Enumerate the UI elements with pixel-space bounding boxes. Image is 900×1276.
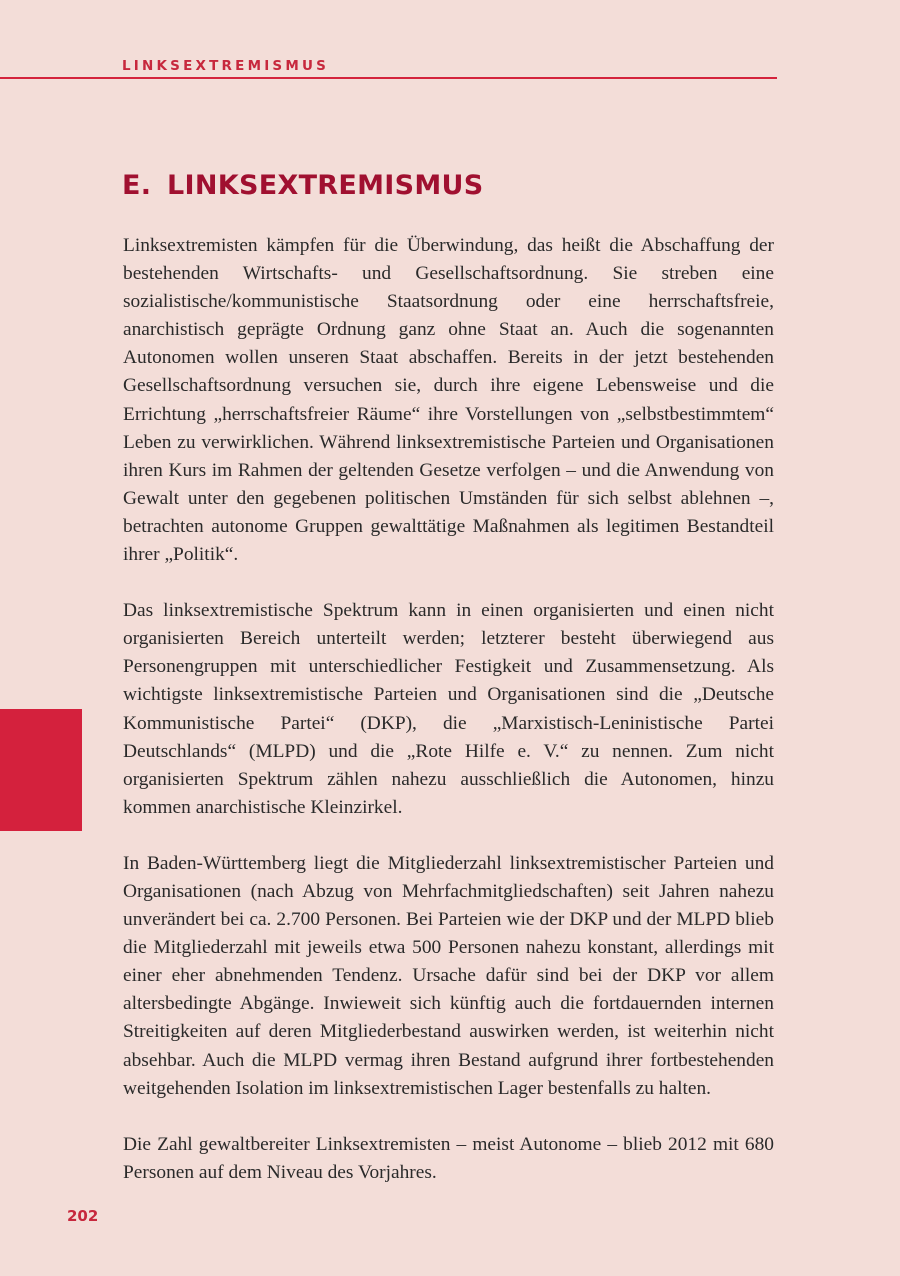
chapter-title-text: LINKSEXTREMISMUS xyxy=(167,170,484,201)
paragraph-3: In Baden-Württemberg liegt die Mitgliederzahl linksextremistischer Parteien und Organisationen (nach Abzug von Mehrfachmitgliedschaften) seit Jahren nahezu unverändert bei ca. 2.700 Personen. Bei Parteien wie der DKP und der MLPD blieb die Mitgliederzahl mit jeweils etwa 500 Personen nahezu konstant, allerdings mit einer eher abnehmenden Tendenz. Ursache dafür sind bei der DKP vor allem altersbedingte Abgänge. Inwieweit sich künftig auch die fortdauernden internen Streitigkeiten auf deren Mitgliederbestand auswirken werden, ist weiterhin nicht absehbar. Auch die MLPD vermag ihren Bestand aufgrund ihrer fortbestehenden weitgehenden Isolation im linksextremistischen Lager bestenfalls zu halten. xyxy=(123,852,774,1099)
running-header: LINKSEXTREMISMUS xyxy=(122,58,330,74)
chapter-number: E. xyxy=(122,170,152,201)
paragraph-4: Die Zahl gewaltbereiter Linksextremisten – meist Autonome – blieb 2012 mit 680 Personen auf dem Niveau des Vorjahres. xyxy=(123,1133,774,1183)
body-text xyxy=(123,232,774,1215)
page-number: 202 xyxy=(67,1207,99,1225)
chapter-side-marker xyxy=(0,709,82,831)
header-rule xyxy=(0,77,777,79)
paragraph-2: Das linksextremistische Spektrum kann in einen organisierten und einen nicht organisierten Bereich unterteilt werden; letzterer besteht überwiegend aus Personengruppen mit unterschiedlicher Festigkeit und Zusammensetzung. Als wichtigste linksextremistische Parteien und Organisationen sind die „Deutsche Kommunistische Partei“ (DKP), die „Marxistisch-Leninistische Partei Deutschlands“ (MLPD) und die „Rote Hilfe e. V.“ zu nennen. Zum nicht organisierten Spektrum zählen nahezu ausschließlich die Autonomen, hinzu kommen anarchistische Kleinzirkel. xyxy=(123,600,774,818)
paragraph-1: Linksextremisten kämpfen für die Überwindung, das heißt die Abschaffung der bestehenden Wirtschafts- und Gesellschaftsordnung. Sie streben eine sozialistische/kommunistische Staatsordnung oder eine herrschaftsfreie, anarchistisch geprägte Ordnung ganz ohne Staat an. Auch die sogenannten Autonomen wollen unseren Staat abschaffen. Bereits in der jetzt bestehenden Gesellschaftsordnung versuchen sie, durch ihre eigene Lebensweise und die Errichtung „herrschaftsfreier Räume“ ihre Vorstellungen von „selbstbestimmtem“ Leben zu verwirklichen. Während linksextremistische Parteien und Organisationen ihren Kurs im Rahmen der geltenden Gesetze verfolgen – und die Anwendung von Gewalt unter den gegebenen politischen Umständen für sich selbst ablehnen –, betrachten autonome Gruppen gewalttätige Maßnahmen als legitimen Bestandteil ihrer „Politik“. xyxy=(123,235,774,566)
chapter-title xyxy=(122,170,484,201)
